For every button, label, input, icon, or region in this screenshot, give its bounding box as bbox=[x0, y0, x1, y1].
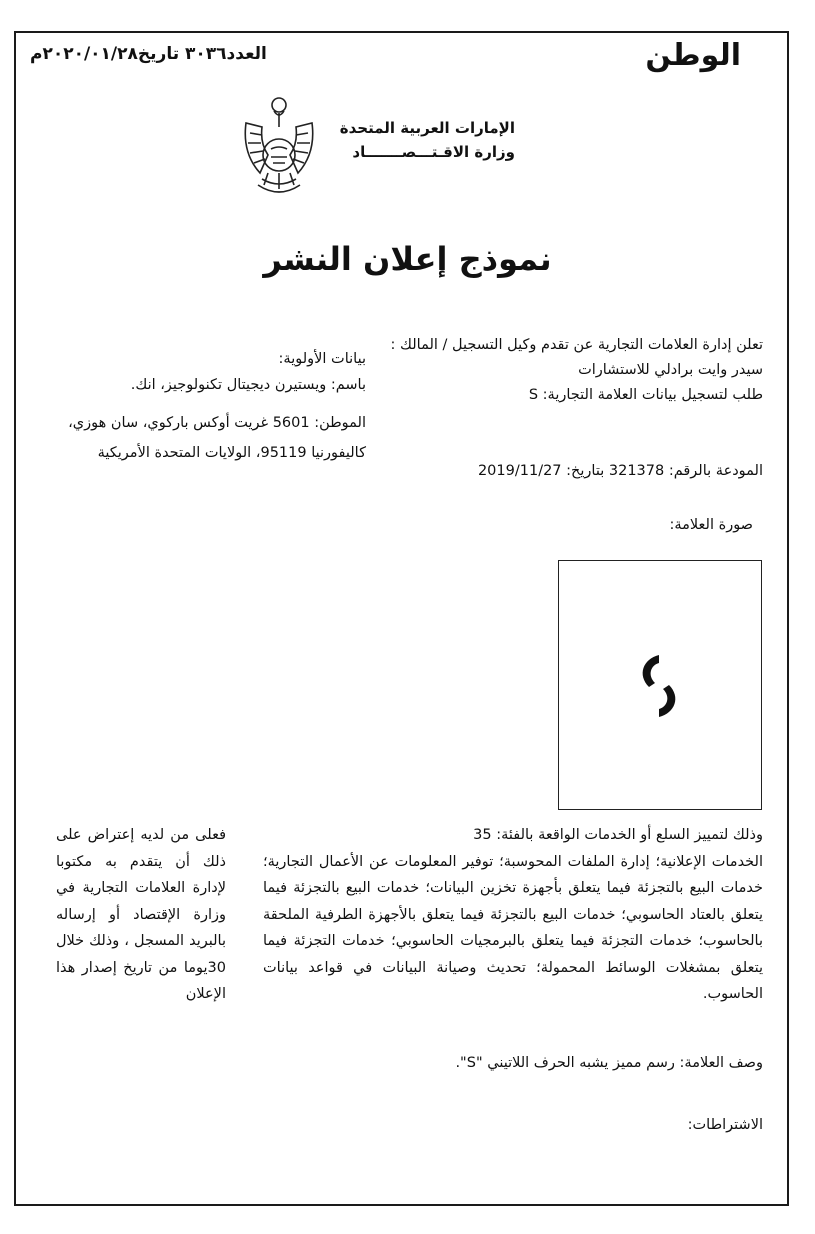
announcement-intro: تعلن إدارة العلامات التجارية عن تقدم وكيل التسجيل / المالك : bbox=[390, 337, 763, 353]
mark-description: وصف العلامة: رسم مميز يشبه الحرف اللاتيني "S". bbox=[455, 1055, 763, 1071]
stylized-s-logo-icon bbox=[629, 651, 689, 721]
priority-address-2: كاليفورنيا 95119، الولايات المتحدة الأمريكية bbox=[97, 445, 366, 461]
priority-title: بيانات الأولوية: bbox=[278, 351, 366, 367]
priority-name: باسم: ويستيرن ديجيتال تكنولوجيز، انك. bbox=[130, 377, 366, 393]
newspaper-logo: الوطن bbox=[645, 38, 741, 73]
class-heading: وذلك لتمييز السلع أو الخدمات الواقعة بالفئة: 35 bbox=[473, 827, 763, 843]
priority-address-1: الموطن: 5601 غريت أوكس باركوي، سان هوزي، bbox=[68, 415, 366, 431]
objection-notice: فعلى من لديه إعتراض على ذلك أن يتقدم به مكتوبا لإدارة العلامات التجارية في وزارة الإقتصاد أو إرساله بالبريد المسجل ، وذلك خلال 30يوما من تاريخ إصدار هذا الإعلان bbox=[56, 827, 226, 1002]
trademark-image-box bbox=[558, 560, 762, 810]
mark-image-label: صورة العلامة: bbox=[669, 517, 753, 533]
deposit-line: المودعة بالرقم: 321378 بتاريخ: 2019/11/27 bbox=[477, 463, 763, 479]
issue-date-line: العدد٣٠٣٦ تاريخ٢٠٢٠/٠١/٢٨م bbox=[30, 44, 267, 64]
ministry-header bbox=[340, 116, 515, 164]
ministry-country: الإمارات العربية المتحدة bbox=[339, 119, 515, 137]
ministry-name: وزارة الاقـتـــصـــــــاد bbox=[352, 143, 515, 161]
application-line: طلب لتسجيل بيانات العلامة التجارية: S bbox=[528, 387, 763, 403]
form-title: نموذج إعلان النشر bbox=[263, 240, 552, 278]
goods-services-block bbox=[263, 822, 763, 1008]
conditions-label: الاشتراطات: bbox=[687, 1117, 763, 1133]
uae-eagle-emblem-icon bbox=[238, 93, 320, 203]
agent-name: سيدر وايت برادلي للاستشارات bbox=[578, 362, 763, 378]
class-services-text: الخدمات الإعلانية؛ إدارة الملفات المحوسبة؛ توفير المعلومات عن الأعمال التجارية؛ خدمات البيع بالتجزئة فيما يتعلق بأجهزة تخزين البيانات؛ خدمات البيع بالتجزئة فيما يتعلق بالعتاد الحاسوبي؛ خدمات البيع بالتجزئة فيما يتعلق بالأجهزة الطرفية الملحقة بالحاسوب؛ خدمات التجزئة فيما يتعلق بالبرمجيات الحاسوبي؛ خدمات التجزئة فيما يتعلق بمشغلات الوسائط المحمولة؛ تحديث وصيانة البيانات في قواعد بيانات الحاسوب. bbox=[263, 853, 763, 1002]
